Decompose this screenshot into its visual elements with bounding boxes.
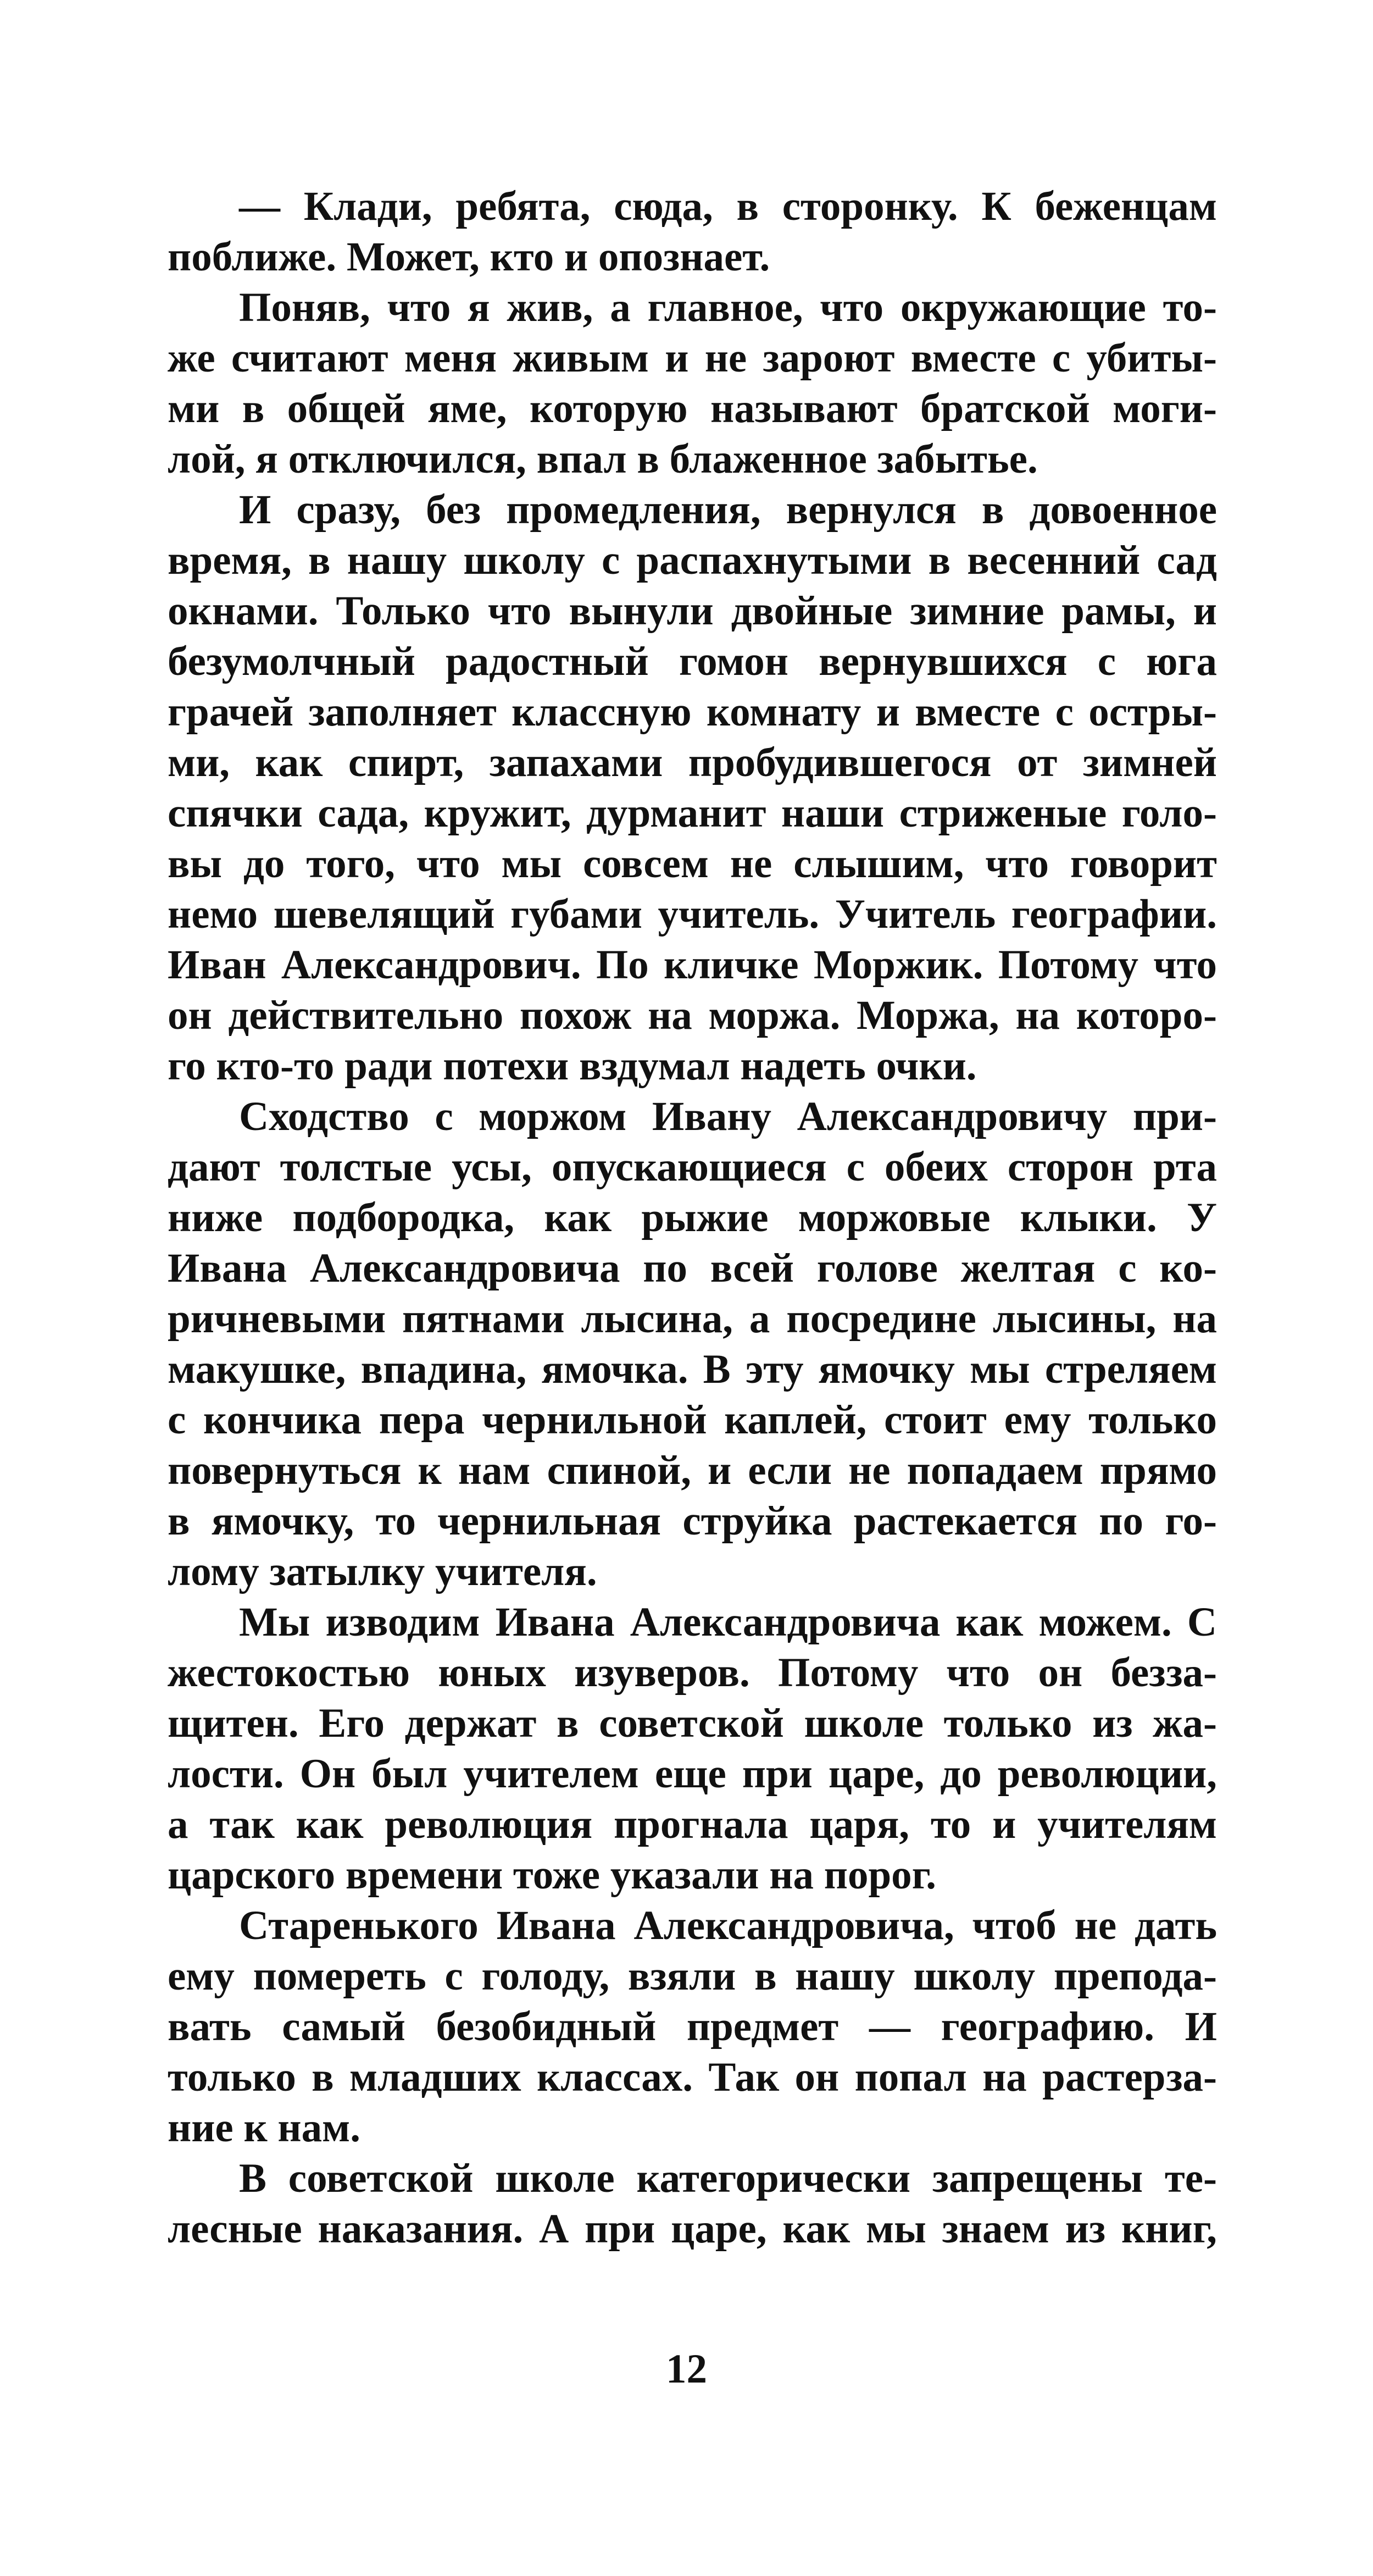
paragraph	[168, 485, 1217, 1092]
text-line: спячки сада, кружит, дурманит наши стриженые голо-	[168, 790, 1217, 836]
paragraph	[168, 1901, 1217, 2153]
paragraph	[168, 181, 1217, 282]
paragraph	[168, 2153, 1217, 2254]
text-line: царского времени тоже указали на порог.	[168, 1852, 936, 1898]
text-line: Сходство с моржом Ивану Александровичу при-	[239, 1094, 1217, 1139]
text-line: вы до того, что мы совсем не слышим, что говорит	[168, 841, 1217, 887]
text-line: немо шевелящий губами учитель. Учитель географии.	[168, 891, 1217, 937]
text-line: Поняв, что я жив, а главное, что окружающие то-	[239, 285, 1217, 330]
text-line: поближе. Может, кто и опознает.	[168, 234, 770, 280]
text-line: Старенького Ивана Александровича, чтоб не дать	[239, 1903, 1217, 1948]
text-line: — Клади, ребята, сюда, в сторонку. К беженцам	[239, 184, 1217, 229]
text-line: в ямочку, то чернильная струйка растекается по го-	[168, 1498, 1217, 1544]
text-line: лому затылку учителя.	[168, 1549, 597, 1594]
text-line: ми в общей яме, которую называют братской моги-	[168, 386, 1217, 431]
text-line: И сразу, без промедления, вернулся в довоенное	[239, 487, 1217, 533]
text-line: он действительно похож на моржа. Моржа, на которо-	[168, 993, 1217, 1038]
page-number: 12	[666, 2346, 707, 2392]
text-line: ниже подбородка, как рыжие моржовые клыки. У	[168, 1195, 1217, 1240]
text-line: только в младших классах. Так он попал на растерза-	[168, 2054, 1217, 2100]
text-line: вать самый безобидный предмет — географию. И	[168, 2004, 1217, 2049]
text-line: ему помереть с голоду, взяли в нашу школу препода-	[168, 1953, 1217, 1999]
text-line: лой, я отключился, впал в блаженное забытье.	[168, 436, 1038, 482]
text-line: ми, как спирт, запахами пробудившегося от зимней	[168, 740, 1217, 785]
text-line: В советской школе категорически запрещены те-	[239, 2156, 1217, 2201]
text-line: же считают меня живым и не зароют вместе с убиты-	[168, 335, 1217, 381]
text-line: дают толстые усы, опускающиеся с обеих сторон рта	[168, 1144, 1217, 1190]
text-line: ричневыми пятнами лысина, а посредине лысины, на	[168, 1296, 1217, 1342]
text-line: с кончика пера чернильной каплей, стоит ему только	[168, 1397, 1217, 1443]
text-line: повернуться к нам спиной, и если не попадаем прямо	[168, 1448, 1217, 1493]
text-line: щитен. Его держат в советской школе только из жа-	[168, 1700, 1217, 1746]
text-line: го кто-то ради потехи вздумал надеть очки.	[168, 1043, 977, 1089]
text-line: жестокостью юных изуверов. Потому что он безза-	[168, 1650, 1217, 1696]
text-line: Ивана Александровича по всей голове желтая с ко-	[168, 1245, 1217, 1291]
text-line: лости. Он был учителем еще при царе, до революции,	[168, 1751, 1217, 1797]
paragraph	[168, 1092, 1217, 1597]
text-line: ние к нам.	[168, 2105, 360, 2151]
body-text	[168, 181, 1217, 2254]
text-line: Мы изводим Ивана Александровича как можем. С	[239, 1599, 1217, 1645]
text-line: а так как революция прогнала царя, то и учителям	[168, 1802, 1217, 1847]
text-line: лесные наказания. А при царе, как мы знаем из книг,	[168, 2206, 1217, 2252]
text-line: окнами. Только что вынули двойные зимние рамы, и	[168, 588, 1217, 634]
text-line: макушке, впадина, ямочка. В эту ямочку мы стреляем	[168, 1347, 1217, 1392]
text-line: Иван Александрович. По кличке Моржик. Потому что	[168, 942, 1217, 988]
paragraph	[168, 1597, 1217, 1901]
text-line: время, в нашу школу с распахнутыми в весенний сад	[168, 538, 1217, 583]
text-line: грачей заполняет классную комнату и вместе с остры-	[168, 689, 1217, 735]
text-line: безумолчный радостный гомон вернувшихся с юга	[168, 639, 1217, 684]
paragraph	[168, 282, 1217, 485]
